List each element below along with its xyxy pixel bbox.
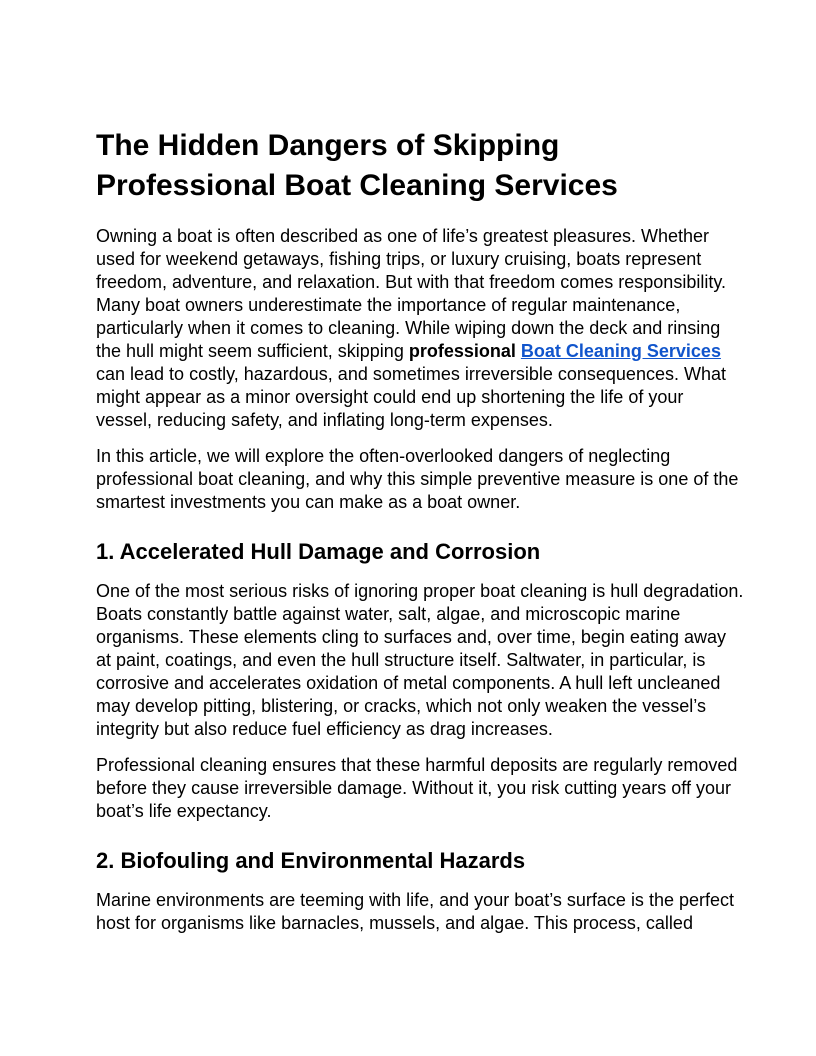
- intro-paragraph-1: [96, 225, 744, 432]
- section-1-paragraph-2: Professional cleaning ensures that these harmful deposits are regularly removed before they cause irreversible damage. Without it, you risk cutting years off your boat’s life expectancy.: [96, 755, 738, 821]
- boat-cleaning-services-link[interactable]: Boat Cleaning Services: [520, 341, 721, 361]
- section-heading-1: 1. Accelerated Hull Damage and Corrosion: [96, 539, 541, 564]
- document-title: The Hidden Dangers of Skipping Professional Boat Cleaning Services: [96, 129, 618, 202]
- section-2-paragraph-1: Marine environments are teeming with life, and your boat’s surface is the perfect host for organisms like barnacles, mussels, and algae. This process, called: [96, 890, 734, 933]
- intro-paragraph-2: In this article, we will explore the often-overlooked dangers of neglecting professional boat cleaning, and why this simple preventive measure is one of the smartest investments you can make as a boat owner.: [96, 446, 739, 512]
- paragraph-text: can lead to costly, hazardous, and sometimes irreversible consequences. What might appear as a minor oversight could end up shortening the life of your vessel, reducing safety, and inflating long-term expenses.: [96, 364, 726, 430]
- paragraph-text: Owning a boat is often described as one of life’s greatest pleasures. Whether used for weekend getaways, fishing trips, or luxury cruising, boats represent freedom, adventure, and relaxation. But with that freedom comes responsibility. Many boat owners underestimate the importance of regular maintenance, particularly when it comes to cleaning. While wiping down the deck and rinsing the hull might seem sufficient, skipping: [96, 226, 726, 361]
- section-heading-2: 2. Biofouling and Environmental Hazards: [96, 848, 526, 873]
- section-1-paragraph-1: One of the most serious risks of ignoring proper boat cleaning is hull degradation. Boats constantly battle against water, salt, algae, and microscopic marine organisms. These elements cling to surfaces and, over time, begin eating away at paint, coatings, and even the hull structure itself. Saltwater, in particular, is corrosive and accelerates oxidation of metal components. A hull left uncleaned may develop pitting, blistering, or cracks, which not only weaken the vessel’s integrity but also reduce fuel efficiency as drag increases.: [96, 581, 744, 739]
- bold-text-professional: professional: [408, 341, 521, 361]
